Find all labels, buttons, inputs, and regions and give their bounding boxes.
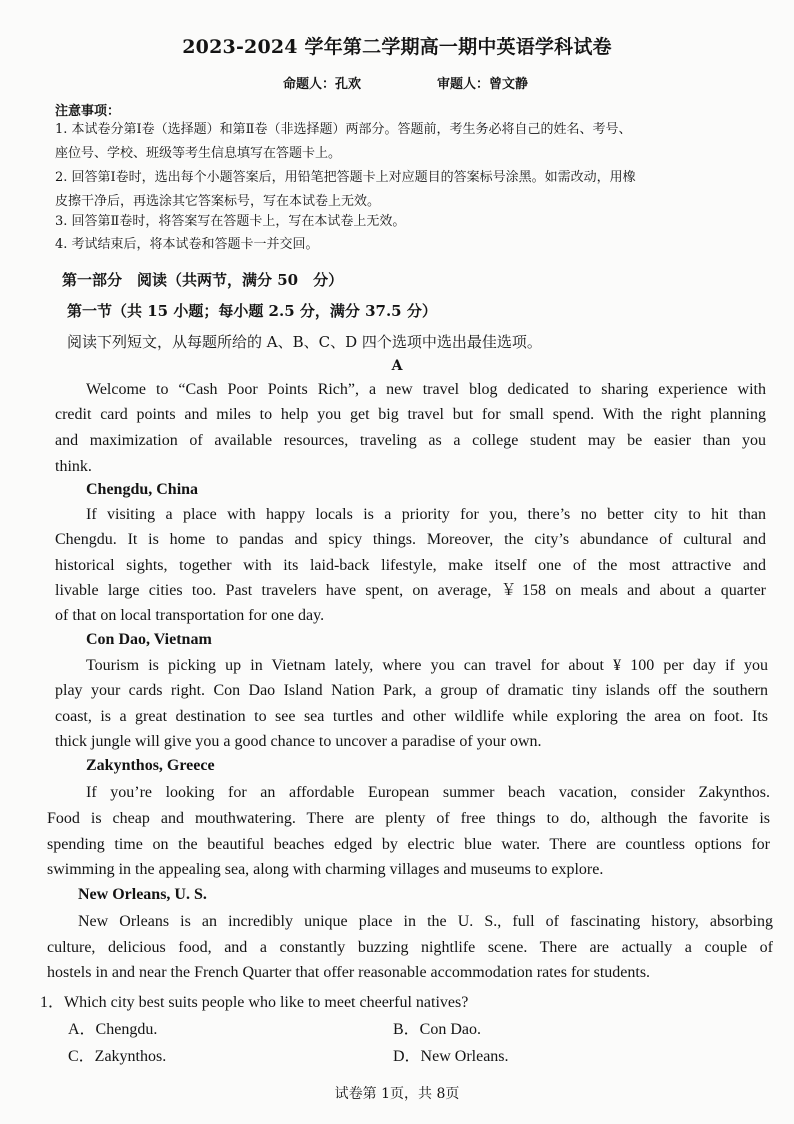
passage-letter: A — [391, 358, 403, 374]
paragraph-line: Chengdu. It is home to pandas and spicy things. Moreover, the city’s abundance of cultural and — [55, 531, 766, 548]
part-one-heading: 第一部分 阅读（共两节，满分 50 分） — [62, 271, 344, 289]
paragraph-line: Food is cheap and mouthwatering. There are plenty of free things to do, although the favorite is — [47, 810, 770, 827]
option-d: D．New Orleans. — [393, 1048, 509, 1065]
paragraph-line: livable large cities too. Past travelers have spent, on average, ￥158 on meals and about a quarter — [55, 582, 766, 599]
notes-heading: 注意事项： — [55, 104, 121, 119]
option-c: C．Zakynthos. — [68, 1048, 167, 1065]
question-1-stem: 1．Which city best suits people who like to meet cheerful natives? — [40, 994, 469, 1011]
zakynthos-heading: Zakynthos, Greece — [86, 757, 215, 774]
question-reviewer: 审题人：曾文静 — [437, 77, 529, 92]
note-line: 座位号、学校、班级等考生信息填写在答题卡上。 — [55, 146, 342, 161]
paragraph-line: spending time on the beautiful beaches edged by electric blue water. There are countless options for — [47, 836, 770, 853]
note-line: 皮擦干净后，再选涂其它答案标号，写在本试卷上无效。 — [55, 194, 381, 209]
paragraph-line: play your cards right. Con Dao Island Nation Park, a group of dramatic tiny islands off the southern — [55, 682, 768, 699]
note-line: 4. 考试结束后，将本试卷和答题卡一并交回。 — [55, 237, 319, 252]
option-a: A．Chengdu. — [68, 1021, 158, 1038]
paragraph-line: of that on local transportation for one day. — [55, 607, 325, 624]
note-line: 2. 回答第Ⅰ卷时，选出每个小题答案后，用铅笔把答题卡上对应题目的答案标号涂黑。如需改动，用橡 — [55, 170, 636, 185]
paragraph-line: historical sights, together with its laid-back lifestyle, make itself one of the most attractive and — [55, 557, 766, 574]
paragraph-line: credit card points and miles to help you get big travel but for small spend. With the right planning — [55, 406, 766, 423]
chengdu-heading: Chengdu, China — [86, 481, 199, 498]
paragraph-line: thick jungle will give you a good chance to uncover a paradise of your own. — [55, 733, 542, 750]
paragraph-line: and maximization of available resources, traveling as a college student may be easier than you — [55, 432, 766, 449]
paragraph-line: If visiting a place with happy locals is a priority for you, there’s no better city to hit than — [86, 506, 766, 523]
option-b: B．Con Dao. — [393, 1021, 482, 1038]
paragraph-line: think. — [55, 458, 92, 475]
question-setter: 命题人：孔欢 — [283, 77, 362, 92]
paragraph-line: Tourism is picking up in Vietnam lately, where you can travel for about ¥ 100 per day if you — [86, 657, 768, 674]
paragraph-line: coast, is a great destination to see sea turtles and other wildlife while exploring the area on foot. Its — [55, 708, 768, 725]
condao-heading: Con Dao, Vietnam — [86, 631, 212, 648]
paragraph-line: swimming in the appealing sea, along with charming villages and museums to explore. — [47, 861, 604, 878]
note-line: 3. 回答第Ⅱ卷时，将答案写在答题卡上，写在本试卷上无效。 — [55, 214, 406, 229]
paragraph-line: New Orleans is an incredibly unique place in the U. S., full of fascinating history, absorbing — [78, 913, 773, 930]
paragraph-line: If you’re looking for an affordable European summer beach vacation, consider Zakynthos. — [86, 784, 770, 801]
paragraph-line: hostels in and near the French Quarter that offer reasonable accommodation rates for students. — [47, 964, 651, 981]
note-line: 1. 本试卷分第Ⅰ卷（选择题）和第Ⅱ卷（非选择题）两部分。答题前，考生务必将自己的姓名、考号、 — [55, 122, 632, 137]
page-footer: 试卷第 1页，共 8页 — [334, 1086, 460, 1102]
paragraph-line: culture, delicious food, and a constantly buzzing nightlife scene. There are actually a couple of — [47, 939, 773, 956]
instruction: 阅读下列短文，从每题所给的 A、B、C、D 四个选项中选出最佳选项。 — [67, 333, 542, 351]
neworleans-heading: New Orleans, U. S. — [78, 886, 207, 903]
exam-title: 2023-2024 学年第二学期高一期中英语学科试卷 — [182, 36, 612, 58]
section-one-heading: 第一节（共 15 小题；每小题 2.5 分，满分 37.5 分） — [67, 302, 437, 320]
paragraph-line: Welcome to “Cash Poor Points Rich”, a new travel blog dedicated to sharing experience with — [86, 381, 766, 398]
